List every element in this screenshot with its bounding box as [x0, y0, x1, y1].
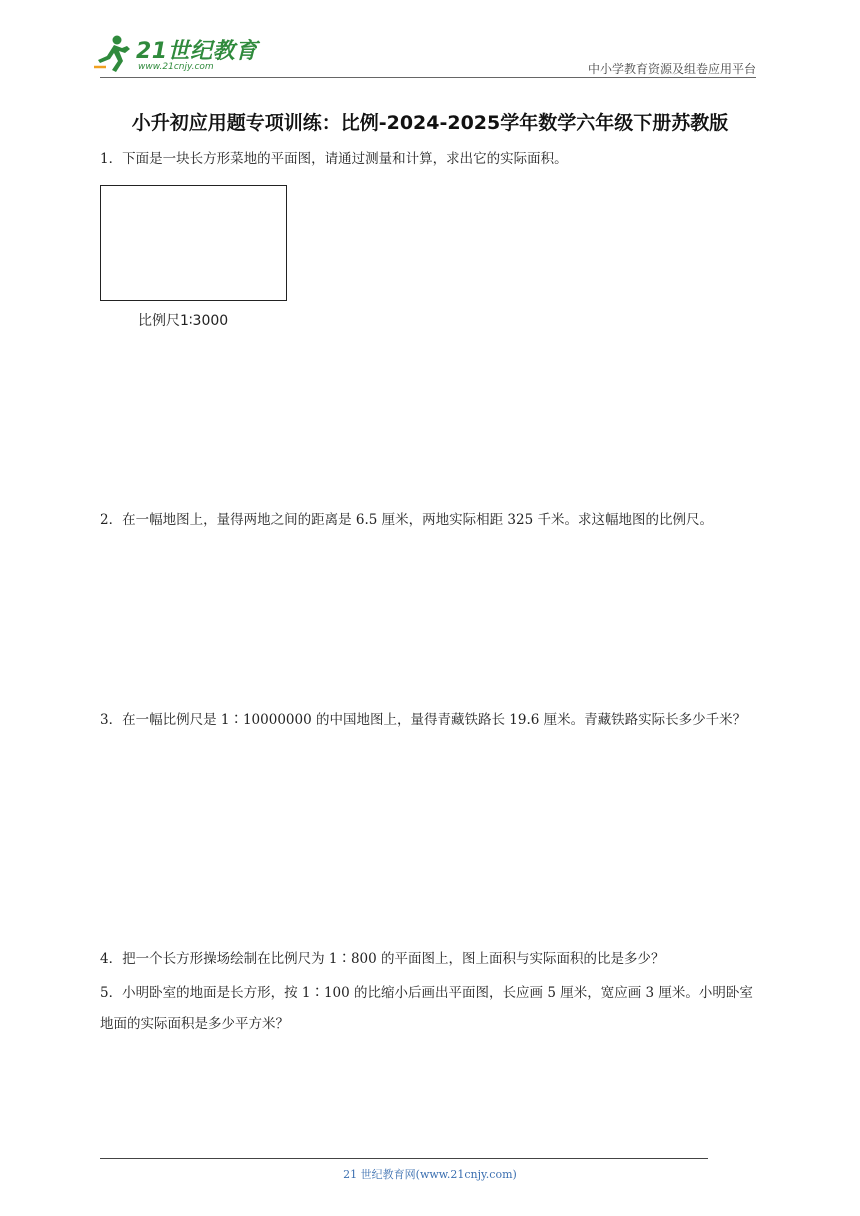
question-5: 5．小明卧室的地面是长方形，按 1∶100 的比缩小后画出平面图，长应画 5 厘米，宽应画 3 厘米。小明卧室地面的实际面积是多少平方米？: [100, 985, 753, 1032]
question-3: 3．在一幅比例尺是 1∶10000000 的中国地图上，量得青藏铁路长 19.6 厘米。青藏铁路实际长多少千米？: [100, 712, 747, 728]
running-figure-icon: [92, 34, 132, 74]
question-2: 2．在一幅地图上，量得两地之间的距离是 6.5 厘米，两地实际相距 325 千米。求这幅地图的比例尺。: [100, 512, 713, 528]
page-title: 小升初应用题专项训练：比例-2024-2025学年数学六年级下册苏教版: [131, 112, 729, 134]
footer-link[interactable]: 21 世纪教育网(www.21cnjy.com): [343, 1168, 517, 1181]
vegetable-plot-rectangle: [100, 185, 287, 301]
question-4: 4．把一个长方形操场绘制在比例尺为 1∶800 的平面图上，图上面积与实际面积的比是多少？: [100, 951, 665, 967]
header-divider: [100, 77, 756, 78]
scale-label: 比例尺1∶3000: [138, 313, 229, 329]
page-header: [0, 0, 860, 90]
logo-text: 21世纪教育: [136, 39, 258, 64]
logo-url: www.21cnjy.com: [138, 62, 214, 72]
footer-divider: [100, 1158, 708, 1159]
site-logo[interactable]: [92, 32, 262, 80]
question-1: 1．下面是一块长方形菜地的平面图，请通过测量和计算，求出它的实际面积。: [100, 151, 568, 167]
platform-text: 中小学教育资源及组卷应用平台: [587, 62, 756, 76]
